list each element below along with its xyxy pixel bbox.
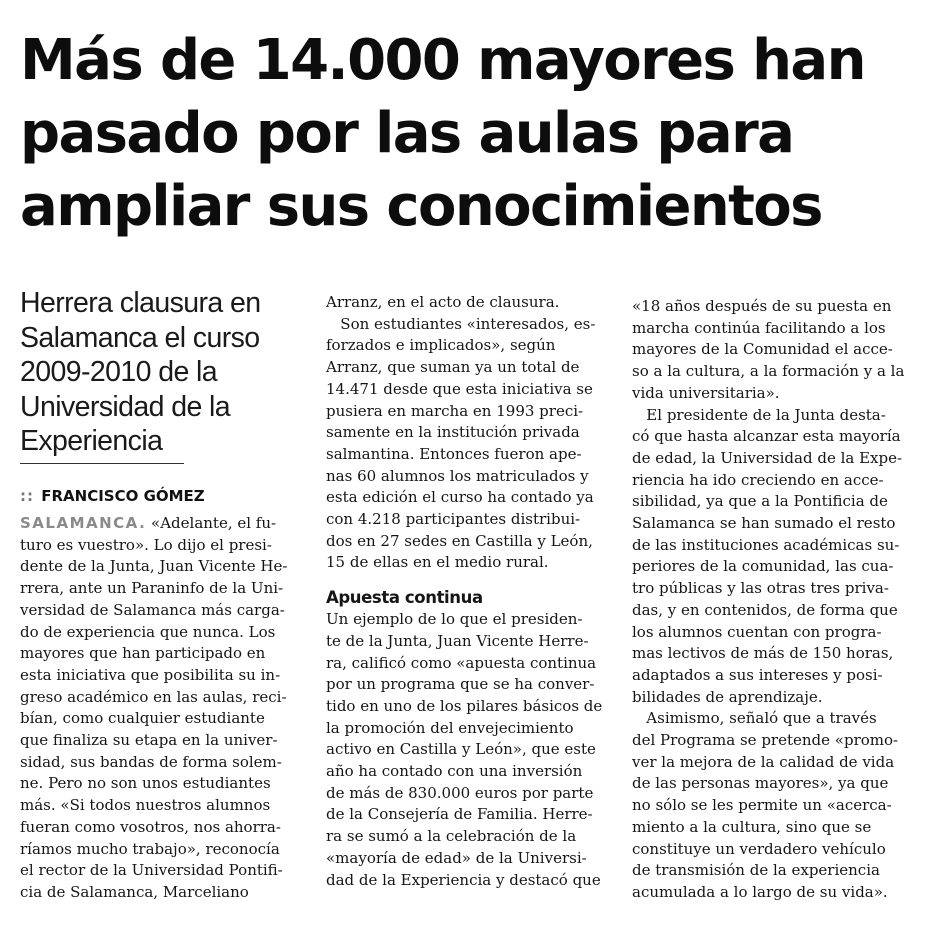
subheadline-line: Herrera clausura en (20, 287, 261, 319)
text-line: «mayoría de edad» de la Universi- (326, 848, 587, 867)
text-line: de las personas mayores», ya que (632, 774, 889, 793)
section-title: Apuesta continua (326, 588, 483, 608)
text-line: Asimismo, señaló que a través (632, 709, 877, 728)
text-line: «18 años después de su puesta en (632, 297, 892, 315)
subheadline-line: Salamanca el curso (20, 321, 260, 354)
text-line: miento a la cultura, sino que se (632, 817, 872, 836)
text-line: Un ejemplo de lo que el presiden- (326, 610, 583, 629)
article-column-2 (326, 292, 616, 891)
text-line: esta iniciativa que posibilita su in- (20, 665, 281, 684)
text-line: ra, calificó como «apuesta continua (326, 653, 597, 672)
text-line: periores de la comunidad, las cua- (632, 557, 894, 576)
text-line: Arranz, en el acto de clausura. (326, 293, 560, 311)
dateline: SALAMANCA. (20, 514, 147, 532)
text-line: ríamos mucho trabajo», reconocía (20, 839, 280, 858)
text-line: mas lectivos de más de 150 horas, (632, 644, 894, 663)
text-line: salmantina. Entonces fueron ape- (326, 444, 582, 463)
text-line: no sólo se les permite un «acerca- (632, 796, 892, 815)
text-line: dad de la Experiencia y destacó que (326, 870, 601, 889)
text-line: tro públicas y las otras tres priva- (632, 579, 889, 598)
text-line: sibilidad, ya que a la Pontificia de (632, 492, 888, 511)
subheadline-divider (20, 463, 184, 464)
text-line: do de experiencia que nunca. Los (20, 622, 276, 641)
text-line: los alumnos cuentan con progra- (632, 622, 882, 641)
text-line: nas 60 alumnos los matriculados y (326, 466, 589, 485)
text-line: versidad de Salamanca más carga- (20, 600, 285, 619)
text-line: ver la mejora de la calidad de vida (632, 752, 895, 771)
headline-line: pasado por las aulas para (20, 101, 794, 166)
text-line: 14.471 desde que esta iniciativa se (326, 379, 593, 398)
headline-line: ampliar sus conocimientos (20, 174, 822, 239)
text-line: ne. Pero no son unos estudiantes (20, 774, 271, 793)
text-line: la promoción del envejecimiento (326, 718, 574, 737)
subheadline (20, 286, 300, 459)
headline-line: Más de 14.000 mayores han (20, 28, 865, 93)
byline-author: FRANCISCO GÓMEZ (41, 487, 205, 505)
text-line: tido en uno de los pilares básicos de (326, 696, 603, 715)
text-line: de las instituciones académicas su- (632, 535, 900, 554)
headline (20, 24, 920, 243)
text-line: de edad, la Universidad de la Expe- (632, 448, 903, 467)
text-line: bilidades de aprendizaje. (632, 687, 823, 706)
subheadline-line: 2009-2010 de la (20, 356, 218, 388)
text-line: vida universitaria». (632, 383, 780, 402)
text-line: esta edición el curso ha contado ya (326, 488, 594, 507)
text-line: so a la cultura, a la formación y a la (632, 362, 905, 381)
text-line: de transmisión de la experiencia (632, 861, 880, 880)
text-line: greso académico en las aulas, reci- (20, 687, 287, 706)
text-line: acumulada a lo largo de su vida». (632, 882, 888, 901)
text-line: có que hasta alcanzar esta mayoría (632, 427, 901, 446)
text-line: por un programa que se ha conver- (326, 675, 595, 694)
subheadline-line: Universidad de la (20, 390, 231, 423)
text-line: dos en 27 sedes en Castilla y León, (326, 531, 593, 550)
article-column-1 (20, 513, 310, 904)
text-line: mayores que han participado en (20, 644, 266, 663)
text-line: das, y en contenidos, de forma que (632, 600, 898, 619)
text-line: adaptados a sus intereses y posi- (632, 665, 883, 684)
text-line: año ha contado con una inversión (326, 762, 583, 781)
text-line: de la Consejería de Familia. Herre- (326, 805, 593, 824)
text-line: el rector de la Universidad Pontifi- (20, 861, 283, 880)
text-line: Salamanca se han sumado el resto (632, 514, 896, 533)
text-line: constituye un verdadero vehículo (632, 839, 886, 858)
byline (20, 487, 205, 505)
text-line: pusiera en marcha en 1993 preci- (326, 401, 584, 420)
text-line: forzados e implicados», según (326, 336, 556, 355)
text-line: dente de la Junta, Juan Vicente He- (20, 557, 288, 576)
text-line: samente en la institución privada (326, 423, 580, 442)
text-line: activo en Castilla y León», que este (326, 740, 596, 759)
text-line: 15 de ellas en el medio rural. (326, 553, 549, 572)
text-line: riencia ha ido creciendo en acce- (632, 470, 884, 489)
text-line (20, 513, 310, 535)
text-line: más. «Si todos nuestros alumnos (20, 796, 271, 815)
text-line: fueran como vosotros, nos ahorra- (20, 817, 281, 836)
text-line: sidad, sus bandas de forma solem- (20, 752, 282, 771)
subheadline-line: Experiencia (20, 425, 163, 457)
text-line: bían, como cualquier estudiante (20, 709, 265, 728)
text-line: Arranz, que suman ya un total de (326, 358, 580, 377)
text-line: ra se sumó a la celebración de la (326, 827, 577, 846)
text-line: Son estudiantes «interesados, es- (326, 314, 596, 333)
text-line: marcha continúa facilitando a los (632, 318, 886, 337)
text-line: con 4.218 participantes distribui- (326, 510, 581, 529)
text-line: del Programa se pretende «promo- (632, 731, 899, 750)
byline-marker-icon: :: (20, 487, 34, 505)
text-line: cia de Salamanca, Marceliano (20, 882, 249, 901)
article-column-3 (632, 296, 922, 904)
text-line: rrera, ante un Paraninfo de la Uni- (20, 579, 284, 598)
text-line: de más de 830.000 euros por parte (326, 783, 594, 802)
text-line: te de la Junta, Juan Vicente Herre- (326, 631, 589, 650)
text-fragment: «Adelante, el fu- (146, 514, 277, 532)
text-line: que finaliza su etapa en la univer- (20, 731, 278, 750)
text-line: mayores de la Comunidad el acce- (632, 340, 893, 359)
text-line: El presidente de la Junta desta- (632, 405, 886, 424)
text-line: turo es vuestro». Lo dijo el presi- (20, 535, 272, 554)
